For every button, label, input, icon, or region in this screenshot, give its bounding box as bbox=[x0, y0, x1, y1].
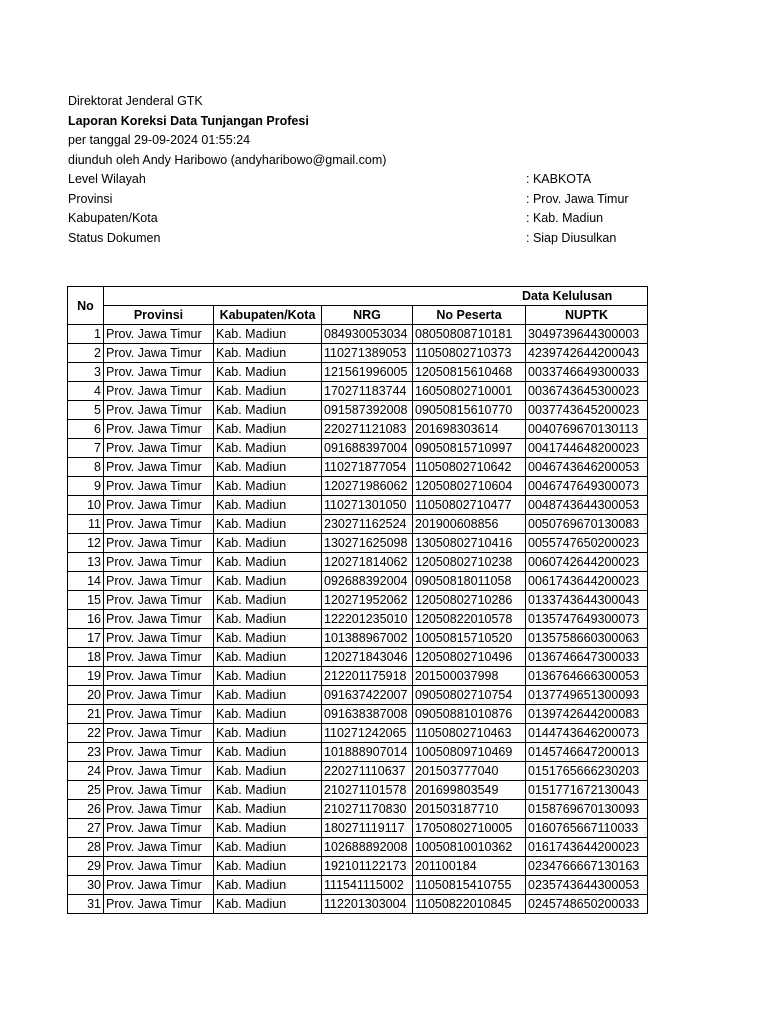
table-row bbox=[68, 743, 648, 762]
table-cell: 0136746647300033 bbox=[526, 648, 648, 667]
meta-value: : Kab. Madiun bbox=[526, 211, 604, 225]
table-cell: 091638387008 bbox=[322, 705, 413, 724]
table-cell: 201698303614 bbox=[413, 420, 526, 439]
table-cell: Kab. Madiun bbox=[214, 477, 322, 496]
table-cell: Kab. Madiun bbox=[214, 515, 322, 534]
table-cell: 120271843046 bbox=[322, 648, 413, 667]
table-cell: 110271242065 bbox=[322, 724, 413, 743]
table-row bbox=[68, 686, 648, 705]
meta-label: Provinsi bbox=[68, 191, 113, 206]
table-cell: 220271121083 bbox=[322, 420, 413, 439]
table-cell: 10050815710520 bbox=[413, 629, 526, 648]
table-cell: 11 bbox=[68, 515, 104, 534]
table-row bbox=[68, 458, 648, 477]
downloaded-by: diunduh oleh Andy Haribowo (andyharibowo@gmail.com) bbox=[68, 152, 387, 167]
report-header bbox=[68, 92, 648, 248]
table-cell: 0235743644300053 bbox=[526, 876, 648, 895]
table-cell: 11050802710642 bbox=[413, 458, 526, 477]
meta-row-status bbox=[68, 229, 648, 249]
table-cell: 0151765666230203 bbox=[526, 762, 648, 781]
table-cell: 0046743646200053 bbox=[526, 458, 648, 477]
table-cell: Kab. Madiun bbox=[214, 686, 322, 705]
table-cell: Prov. Jawa Timur bbox=[104, 857, 214, 876]
table-cell: 102688892008 bbox=[322, 838, 413, 857]
meta-row-provinsi bbox=[68, 190, 648, 210]
table-cell: 12050822010578 bbox=[413, 610, 526, 629]
table-cell: 13050802710416 bbox=[413, 534, 526, 553]
table-cell: 0136764666300053 bbox=[526, 667, 648, 686]
table-row bbox=[68, 553, 648, 572]
table-cell: Kab. Madiun bbox=[214, 496, 322, 515]
table-cell: 120271986062 bbox=[322, 477, 413, 496]
table-cell: 12050815610468 bbox=[413, 363, 526, 382]
table-row bbox=[68, 876, 648, 895]
table-cell: Prov. Jawa Timur bbox=[104, 648, 214, 667]
table-cell: 08050808710181 bbox=[413, 325, 526, 344]
table-cell: 210271101578 bbox=[322, 781, 413, 800]
table-cell: Kab. Madiun bbox=[214, 705, 322, 724]
meta-value: : KABKOTA bbox=[526, 172, 592, 186]
table-cell: 19 bbox=[68, 667, 104, 686]
table-cell: 10050809710469 bbox=[413, 743, 526, 762]
table-cell: Kab. Madiun bbox=[214, 781, 322, 800]
table-cell: Prov. Jawa Timur bbox=[104, 496, 214, 515]
table-cell: 0133743644300043 bbox=[526, 591, 648, 610]
table-cell: 5 bbox=[68, 401, 104, 420]
table-cell: 212201175918 bbox=[322, 667, 413, 686]
table-cell: 12050802710496 bbox=[413, 648, 526, 667]
table-cell: 12 bbox=[68, 534, 104, 553]
table-cell: 0037743645200023 bbox=[526, 401, 648, 420]
table-cell: 09050881010876 bbox=[413, 705, 526, 724]
table-cell: 18 bbox=[68, 648, 104, 667]
table-cell: 230271162524 bbox=[322, 515, 413, 534]
table-cell: 0041744648200023 bbox=[526, 439, 648, 458]
table-row bbox=[68, 439, 648, 458]
column-header: NUPTK bbox=[526, 306, 648, 325]
table-cell: 110271301050 bbox=[322, 496, 413, 515]
table-cell: 13 bbox=[68, 553, 104, 572]
table-cell: Prov. Jawa Timur bbox=[104, 382, 214, 401]
table-cell: 22 bbox=[68, 724, 104, 743]
table-cell: 101388967002 bbox=[322, 629, 413, 648]
table-cell: 0158769670130093 bbox=[526, 800, 648, 819]
table-cell: 12050802710286 bbox=[413, 591, 526, 610]
table-cell: 0234766667130163 bbox=[526, 857, 648, 876]
table-cell: Prov. Jawa Timur bbox=[104, 705, 214, 724]
table-row bbox=[68, 610, 648, 629]
report-date: per tanggal 29-09-2024 01:55:24 bbox=[68, 133, 251, 147]
table-cell: 084930053034 bbox=[322, 325, 413, 344]
data-table bbox=[67, 286, 648, 914]
meta-row-kabupaten bbox=[68, 209, 648, 229]
table-cell: 11050802710477 bbox=[413, 496, 526, 515]
table-cell: 20 bbox=[68, 686, 104, 705]
table-cell: Kab. Madiun bbox=[214, 629, 322, 648]
table-cell: 12050802710238 bbox=[413, 553, 526, 572]
table-cell: Prov. Jawa Timur bbox=[104, 667, 214, 686]
table-cell: 0137749651300093 bbox=[526, 686, 648, 705]
table-cell: 0055747650200023 bbox=[526, 534, 648, 553]
table-cell: 14 bbox=[68, 572, 104, 591]
table-cell: 23 bbox=[68, 743, 104, 762]
table-cell: 110271877054 bbox=[322, 458, 413, 477]
table-cell: Prov. Jawa Timur bbox=[104, 819, 214, 838]
table-cell: 7 bbox=[68, 439, 104, 458]
table-cell: Kab. Madiun bbox=[214, 344, 322, 363]
table-cell: 0050769670130083 bbox=[526, 515, 648, 534]
table-cell: 091637422007 bbox=[322, 686, 413, 705]
table-cell: 10050810010362 bbox=[413, 838, 526, 857]
meta-value: : Prov. Jawa Timur bbox=[526, 191, 629, 206]
meta-label: Status Dokumen bbox=[68, 230, 161, 245]
table-cell: 120271952062 bbox=[322, 591, 413, 610]
table-cell: 091587392008 bbox=[322, 401, 413, 420]
table-cell: 170271183744 bbox=[322, 382, 413, 401]
table-row bbox=[68, 667, 648, 686]
table-cell: 201699803549 bbox=[413, 781, 526, 800]
table-cell: 2 bbox=[68, 344, 104, 363]
table-cell: Prov. Jawa Timur bbox=[104, 534, 214, 553]
table-cell: 12050802710604 bbox=[413, 477, 526, 496]
table-cell: 210271170830 bbox=[322, 800, 413, 819]
no-header: No bbox=[68, 287, 104, 325]
table-cell: 201100184 bbox=[413, 857, 526, 876]
meta-value: : Siap Diusulkan bbox=[526, 230, 617, 245]
table-cell: 201900608856 bbox=[413, 515, 526, 534]
table-row bbox=[68, 857, 648, 876]
table-cell: Kab. Madiun bbox=[214, 857, 322, 876]
table-cell: 11050802710463 bbox=[413, 724, 526, 743]
table-cell: 27 bbox=[68, 819, 104, 838]
table-body bbox=[68, 325, 648, 914]
table-cell: 17 bbox=[68, 629, 104, 648]
table-cell: 4 bbox=[68, 382, 104, 401]
table-row bbox=[68, 819, 648, 838]
column-header: NRG bbox=[322, 306, 413, 325]
column-header: No Peserta bbox=[413, 306, 526, 325]
table-cell: 201503777040 bbox=[413, 762, 526, 781]
table-cell: 0151771672130043 bbox=[526, 781, 648, 800]
table-cell: 130271625098 bbox=[322, 534, 413, 553]
table-cell: Kab. Madiun bbox=[214, 743, 322, 762]
table-cell: 192101122173 bbox=[322, 857, 413, 876]
column-header: Kabupaten/Kota bbox=[214, 306, 322, 325]
meta-label: Kabupaten/Kota bbox=[68, 211, 158, 225]
table-cell: Prov. Jawa Timur bbox=[104, 572, 214, 591]
table-cell: 3 bbox=[68, 363, 104, 382]
table-row bbox=[68, 363, 648, 382]
table-cell: 24 bbox=[68, 762, 104, 781]
table-cell: Kab. Madiun bbox=[214, 325, 322, 344]
table-cell: 21 bbox=[68, 705, 104, 724]
table-cell: Kab. Madiun bbox=[214, 458, 322, 477]
table-cell: Kab. Madiun bbox=[214, 648, 322, 667]
table-cell: 16050802710001 bbox=[413, 382, 526, 401]
meta-label: Level Wilayah bbox=[68, 172, 146, 186]
table-row bbox=[68, 420, 648, 439]
table-cell: Kab. Madiun bbox=[214, 591, 322, 610]
table-row bbox=[68, 382, 648, 401]
table-cell: Prov. Jawa Timur bbox=[104, 458, 214, 477]
table-cell: 101888907014 bbox=[322, 743, 413, 762]
table-cell: Kab. Madiun bbox=[214, 667, 322, 686]
table-row bbox=[68, 477, 648, 496]
table-cell: 0033746649300033 bbox=[526, 363, 648, 382]
table-cell: 29 bbox=[68, 857, 104, 876]
table-cell: 121561996005 bbox=[322, 363, 413, 382]
table-cell: 0036743645300023 bbox=[526, 382, 648, 401]
table-row bbox=[68, 534, 648, 553]
table-cell: 180271119117 bbox=[322, 819, 413, 838]
table-cell: 0135758660300063 bbox=[526, 629, 648, 648]
table-cell: 09050802710754 bbox=[413, 686, 526, 705]
table-cell: Prov. Jawa Timur bbox=[104, 610, 214, 629]
table-cell: Prov. Jawa Timur bbox=[104, 629, 214, 648]
table-row bbox=[68, 591, 648, 610]
table-cell: Kab. Madiun bbox=[214, 553, 322, 572]
table-cell: 201503187710 bbox=[413, 800, 526, 819]
table-row bbox=[68, 895, 648, 914]
table-cell: 0245748650200033 bbox=[526, 895, 648, 914]
table-cell: 091688397004 bbox=[322, 439, 413, 458]
table-row bbox=[68, 401, 648, 420]
table-cell: 30 bbox=[68, 876, 104, 895]
table-cell: Prov. Jawa Timur bbox=[104, 895, 214, 914]
table-cell: Prov. Jawa Timur bbox=[104, 363, 214, 382]
table-cell: 0161743644200023 bbox=[526, 838, 648, 857]
table-cell: Prov. Jawa Timur bbox=[104, 515, 214, 534]
table-cell: Kab. Madiun bbox=[214, 382, 322, 401]
table-cell: 0135747649300073 bbox=[526, 610, 648, 629]
group-header: Data Kelulusan bbox=[104, 287, 648, 306]
table-cell: Prov. Jawa Timur bbox=[104, 420, 214, 439]
table-row bbox=[68, 515, 648, 534]
table-cell: Prov. Jawa Timur bbox=[104, 591, 214, 610]
table-cell: 111541115002 bbox=[322, 876, 413, 895]
table-cell: Kab. Madiun bbox=[214, 439, 322, 458]
table-cell: Kab. Madiun bbox=[214, 420, 322, 439]
table-cell: Prov. Jawa Timur bbox=[104, 477, 214, 496]
table-cell: Prov. Jawa Timur bbox=[104, 439, 214, 458]
table-cell: 220271110637 bbox=[322, 762, 413, 781]
table-cell: 0046747649300073 bbox=[526, 477, 648, 496]
table-row bbox=[68, 496, 648, 515]
table-cell: 112201303004 bbox=[322, 895, 413, 914]
table-cell: 0061743644200023 bbox=[526, 572, 648, 591]
table-cell: Prov. Jawa Timur bbox=[104, 553, 214, 572]
table-cell: 16 bbox=[68, 610, 104, 629]
table-cell: Kab. Madiun bbox=[214, 724, 322, 743]
table-cell: 120271814062 bbox=[322, 553, 413, 572]
table-cell: Kab. Madiun bbox=[214, 534, 322, 553]
table-cell: Kab. Madiun bbox=[214, 800, 322, 819]
table-cell: Prov. Jawa Timur bbox=[104, 876, 214, 895]
table-cell: 26 bbox=[68, 800, 104, 819]
table-row bbox=[68, 344, 648, 363]
table-cell: 09050815610770 bbox=[413, 401, 526, 420]
table-cell: Kab. Madiun bbox=[214, 819, 322, 838]
table-cell: 11050802710373 bbox=[413, 344, 526, 363]
table-row bbox=[68, 572, 648, 591]
table-cell: Kab. Madiun bbox=[214, 876, 322, 895]
table-cell: 3049739644300003 bbox=[526, 325, 648, 344]
table-cell: Prov. Jawa Timur bbox=[104, 325, 214, 344]
table-row bbox=[68, 762, 648, 781]
table-cell: 110271389053 bbox=[322, 344, 413, 363]
table-cell: 092688392004 bbox=[322, 572, 413, 591]
table-row bbox=[68, 648, 648, 667]
table-row bbox=[68, 629, 648, 648]
table-cell: Prov. Jawa Timur bbox=[104, 686, 214, 705]
table-cell: 0139742644200083 bbox=[526, 705, 648, 724]
table-cell: 0040769670130113 bbox=[526, 420, 648, 439]
table-row bbox=[68, 838, 648, 857]
table-cell: Prov. Jawa Timur bbox=[104, 344, 214, 363]
table-cell: Kab. Madiun bbox=[214, 401, 322, 420]
table-cell: 10 bbox=[68, 496, 104, 515]
table-cell: Kab. Madiun bbox=[214, 572, 322, 591]
table-cell: 0144743646200073 bbox=[526, 724, 648, 743]
table-cell: 122201235010 bbox=[322, 610, 413, 629]
table-cell: 4239742644200043 bbox=[526, 344, 648, 363]
table-cell: Kab. Madiun bbox=[214, 838, 322, 857]
table-cell: 17050802710005 bbox=[413, 819, 526, 838]
table-cell: Prov. Jawa Timur bbox=[104, 724, 214, 743]
column-header-row bbox=[68, 306, 648, 325]
report-title: Laporan Koreksi Data Tunjangan Profesi bbox=[68, 113, 309, 128]
table-cell: Kab. Madiun bbox=[214, 363, 322, 382]
table-cell: 6 bbox=[68, 420, 104, 439]
table-cell: 0160765667110033 bbox=[526, 819, 648, 838]
table-cell: 0048743644300053 bbox=[526, 496, 648, 515]
table-cell: 09050815710997 bbox=[413, 439, 526, 458]
table-row bbox=[68, 705, 648, 724]
org-name: Direktorat Jenderal GTK bbox=[68, 94, 203, 108]
table-cell: 0060742644200023 bbox=[526, 553, 648, 572]
table-cell: 11050822010845 bbox=[413, 895, 526, 914]
table-cell: Prov. Jawa Timur bbox=[104, 781, 214, 800]
table-cell: 09050818011058 bbox=[413, 572, 526, 591]
table-cell: 0145746647200013 bbox=[526, 743, 648, 762]
table-cell: 8 bbox=[68, 458, 104, 477]
table-cell: Kab. Madiun bbox=[214, 610, 322, 629]
table-cell: 28 bbox=[68, 838, 104, 857]
table-cell: Kab. Madiun bbox=[214, 762, 322, 781]
table-row bbox=[68, 724, 648, 743]
table-cell: Prov. Jawa Timur bbox=[104, 401, 214, 420]
table-cell: Prov. Jawa Timur bbox=[104, 800, 214, 819]
table-cell: 25 bbox=[68, 781, 104, 800]
group-header-row bbox=[68, 287, 648, 306]
table-cell: 11050815410755 bbox=[413, 876, 526, 895]
column-header: Provinsi bbox=[104, 306, 214, 325]
table-cell: 15 bbox=[68, 591, 104, 610]
table-cell: 201500037998 bbox=[413, 667, 526, 686]
table-cell: 9 bbox=[68, 477, 104, 496]
table-cell: Kab. Madiun bbox=[214, 895, 322, 914]
table-row bbox=[68, 325, 648, 344]
table-row bbox=[68, 781, 648, 800]
table-cell: 1 bbox=[68, 325, 104, 344]
table-cell: 31 bbox=[68, 895, 104, 914]
table-cell: Prov. Jawa Timur bbox=[104, 743, 214, 762]
table-cell: Prov. Jawa Timur bbox=[104, 838, 214, 857]
table-row bbox=[68, 800, 648, 819]
meta-row-level bbox=[68, 170, 648, 190]
table-cell: Prov. Jawa Timur bbox=[104, 762, 214, 781]
